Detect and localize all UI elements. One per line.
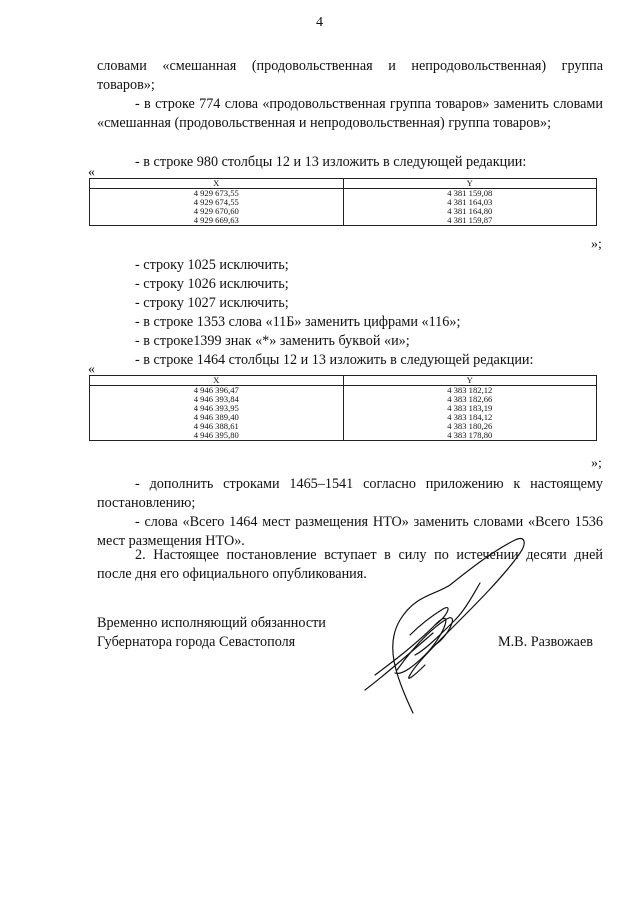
column-y-header: Y: [343, 376, 597, 386]
paragraph-line-774: - в строке 774 слова «продовольственная группа товаров» заменить словами «смешанная (продовольственная и непродовольственная) группа товаров»;: [97, 96, 603, 132]
x-value: 4 929 669,63: [193, 215, 239, 225]
item-1026: - строку 1026 исключить;: [135, 276, 289, 292]
handwritten-signature: [355, 525, 555, 720]
x-values: [90, 386, 344, 441]
x-value: 4 929 673,55: [193, 188, 239, 198]
quote-close: »;: [591, 237, 602, 252]
paragraph-line-980: - в строке 980 столбцы 12 и 13 изложить в следующей редакции:: [135, 154, 527, 170]
quote-open: «: [88, 362, 95, 377]
x-values: [90, 189, 344, 226]
paragraph-continuation: словами «смешанная (продовольственная и непродовольственная) группа товаров»;: [97, 58, 603, 94]
x-value: 4 946 389,40: [193, 412, 239, 422]
paragraph-effective-date: 2. Настоящее постановление вступает в силу по истечении десяти дней после дня его официального опубликования.: [97, 547, 603, 583]
y-value: 4 383 180,26: [447, 421, 493, 431]
signatory-position-line1: Временно исполняющий обязанности: [97, 615, 326, 631]
x-value: 4 946 388,61: [193, 421, 239, 431]
item-replace-total: - слова «Всего 1464 мест размещения НТО» заменить словами «Всего 1536 мест размещения НТО».: [97, 514, 603, 550]
y-value: 4 383 184,12: [447, 412, 493, 422]
y-value: 4 381 164,03: [447, 197, 493, 207]
y-values: [343, 189, 597, 226]
x-value: 4 929 674,55: [193, 197, 239, 207]
y-value: 4 383 182,12: [447, 385, 493, 395]
signatory-position-line2: Губернатора города Севастополя: [97, 634, 296, 650]
column-x-header: X: [90, 376, 344, 386]
item-1025: - строку 1025 исключить;: [135, 257, 289, 273]
coordinates-table-1: [89, 178, 597, 226]
item-1464: - в строке 1464 столбцы 12 и 13 изложить в следующей редакции:: [135, 352, 534, 368]
item-1027: - строку 1027 исключить;: [135, 295, 289, 311]
y-value: 4 383 183,19: [447, 403, 493, 413]
page-number: 4: [316, 15, 323, 30]
item-append-rows: - дополнить строками 1465–1541 согласно приложению к настоящему постановлению;: [97, 476, 603, 512]
column-x-header: X: [90, 179, 344, 189]
x-value: 4 946 395,80: [193, 430, 239, 440]
coordinates-table-2: [89, 375, 597, 441]
y-value: 4 381 164,80: [447, 206, 493, 216]
item-1353: - в строке 1353 слова «11Б» заменить цифрами «116»;: [135, 314, 461, 330]
x-value: 4 946 396,47: [193, 385, 239, 395]
y-values: [343, 386, 597, 441]
item-1399: - в строке1399 знак «*» заменить буквой «и»;: [135, 333, 410, 349]
column-y-header: Y: [343, 179, 597, 189]
signatory-name: М.В. Развожаев: [498, 634, 593, 650]
x-value: 4 946 393,95: [193, 403, 239, 413]
x-value: 4 929 670,60: [193, 206, 239, 216]
y-value: 4 383 178,80: [447, 430, 493, 440]
quote-open: «: [88, 165, 95, 180]
y-value: 4 381 159,87: [447, 215, 493, 225]
quote-close: »;: [591, 456, 602, 471]
y-value: 4 383 182,66: [447, 394, 493, 404]
x-value: 4 946 393,84: [193, 394, 239, 404]
y-value: 4 381 159,08: [447, 188, 493, 198]
